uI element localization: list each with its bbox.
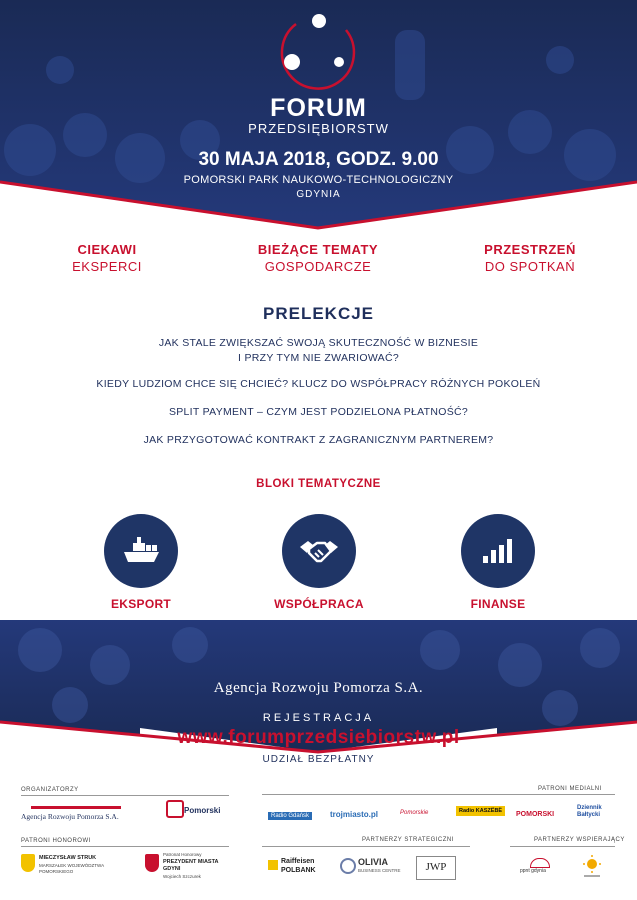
lectures-heading: PRELEKCJE: [262, 304, 375, 323]
honorary-role: MARSZAŁEK WOJEWÓDZTWA POMORSKIEGO: [39, 863, 104, 874]
honorary-label: PATRONI HONOROWI: [21, 838, 91, 844]
feature-experts: [17, 242, 197, 274]
lecture-item: KIEDY LUDZIOM CHCE SIĘ CHCIEĆ? KLUCZ DO WSPÓŁPRACY RÓŻNYCH POKOLEŃ: [96, 378, 541, 390]
feature-space: [440, 242, 620, 274]
free-participation-note: UDZIAŁ BEZPŁATNY: [262, 754, 375, 765]
organizer-name: Agencja Rozwoju Pomorza S.A.: [21, 812, 119, 821]
gdynia-crest-icon: [145, 854, 159, 872]
partner-name: Raiffeisen: [281, 858, 315, 865]
support-divider: [510, 846, 615, 847]
support-label: PARTNERZY WSPIERAJĄCY: [534, 837, 625, 843]
organizers-label: ORGANIZATORZY: [21, 787, 79, 793]
partner-name: OLIVIA: [358, 857, 389, 867]
media-logo-pomorskie: Pomorskie: [400, 810, 429, 816]
organizers-divider: [21, 795, 229, 796]
cooperation-circle: [282, 514, 356, 588]
pomorski-logo-icon: [166, 800, 184, 818]
block-label-cooperation: WSPÓŁPRACA: [274, 597, 364, 611]
event-venue: POMORSKI PARK NAUKOWO-TECHNOLOGICZNY: [183, 174, 454, 186]
lecture-item: I PRZY TYM NIE ZWARIOWAĆ?: [238, 352, 399, 364]
media-logo-radio-gdansk: Radio Gdańsk: [268, 812, 312, 820]
feature-regular: GOSPODARCZE: [264, 259, 372, 274]
honorary-name: MIECZYSŁAW STRUK: [39, 855, 97, 861]
ppnt-logo-icon: [530, 858, 550, 868]
strategic-divider: [262, 846, 470, 847]
media-logo-dziennik-baltycki: Dziennik Bałtycki: [577, 805, 602, 818]
feature-regular: EKSPERCI: [72, 259, 142, 274]
registration-url-link[interactable]: www.forumprzedsiebiorstw.pl: [177, 727, 460, 748]
partner-logo-olivia: [340, 856, 412, 880]
honorary-pre: Patronat Honorowy: [163, 852, 202, 857]
bar-chart-icon: [478, 531, 518, 571]
blocks-heading: BLOKI TEMATYCZNE: [256, 478, 381, 490]
event-subtitle: PRZEDSIĘBIORSTW: [248, 121, 389, 136]
feature-topics: [228, 242, 408, 274]
sun-logo-icon: [578, 854, 606, 880]
media-logo-trojmiasto: trojmiasto.pl: [330, 810, 379, 819]
support-logo-ppnt: [520, 858, 560, 878]
pomorskie-crest-icon: [21, 854, 35, 872]
feature-regular: DO SPOTKAŃ: [484, 259, 576, 274]
media-label: PATRONI MEDIALNI: [538, 786, 602, 792]
organizer-name: Pomorski: [184, 806, 221, 815]
honorary-president: [145, 852, 240, 886]
organizer-logo-pomorski: [166, 800, 236, 828]
block-label-finance: FINANSE: [470, 597, 526, 611]
honorary-name: PREZYDENT MIASTA GDYNI: [163, 859, 219, 872]
event-title: FORUM: [270, 94, 367, 122]
olivia-logo-icon: [340, 858, 356, 874]
partner-name: POLBANK: [281, 867, 316, 874]
ship-icon: [121, 531, 161, 571]
lecture-item: JAK PRZYGOTOWAĆ KONTRAKT Z ZAGRANICZNYM PARTNEREM?: [143, 434, 494, 446]
raiffeisen-logo-icon: [268, 860, 278, 870]
feature-bold: CIEKAWI: [77, 242, 137, 257]
handshake-icon: [299, 531, 339, 571]
partner-name: JWP: [425, 861, 447, 873]
support-name: ppnt gdynia: [520, 868, 546, 874]
lecture-item: JAK STALE ZWIĘKSZAĆ SWOJĄ SKUTECZNOŚĆ W BIZNESIE: [158, 337, 479, 349]
partner-name: BUSINESS CENTRE: [358, 868, 401, 873]
registration-label: REJESTRACJA: [262, 712, 375, 724]
event-date: 30 MAJA 2018, GODZ. 9.00: [198, 149, 439, 170]
partner-logo-jwp: [416, 856, 456, 880]
media-logo-radio-kaszebe: Radio KASZËBË: [456, 806, 505, 816]
feature-bold: BIEŻĄCE TEMATY: [257, 242, 379, 257]
event-city: GDYNIA: [296, 189, 341, 200]
organizer-logo-arp: [21, 806, 129, 826]
honorary-marshal: [21, 854, 121, 884]
media-logo-magazyn-pomorski: POMORSKI: [516, 811, 555, 818]
support-logo-association: [578, 854, 606, 880]
finance-circle: [461, 514, 535, 588]
lecture-item: SPLIT PAYMENT – CZYM JEST PODZIELONA PŁATNOŚĆ?: [168, 406, 469, 418]
agency-name: Agencja Rozwoju Pomorza S.A.: [213, 680, 424, 696]
honorary-divider: [21, 846, 229, 847]
media-divider: [262, 794, 615, 795]
block-label-export: EKSPORT: [110, 597, 172, 611]
feature-bold: PRZESTRZEŃ: [484, 242, 576, 257]
partner-logo-raiffeisen: [268, 858, 332, 878]
honorary-role: Wojciech Szczurek: [163, 874, 201, 879]
arp-logo-stripe: [31, 806, 121, 809]
export-circle: [104, 514, 178, 588]
strategic-label: PARTNERZY STRATEGICZNI: [362, 837, 454, 843]
